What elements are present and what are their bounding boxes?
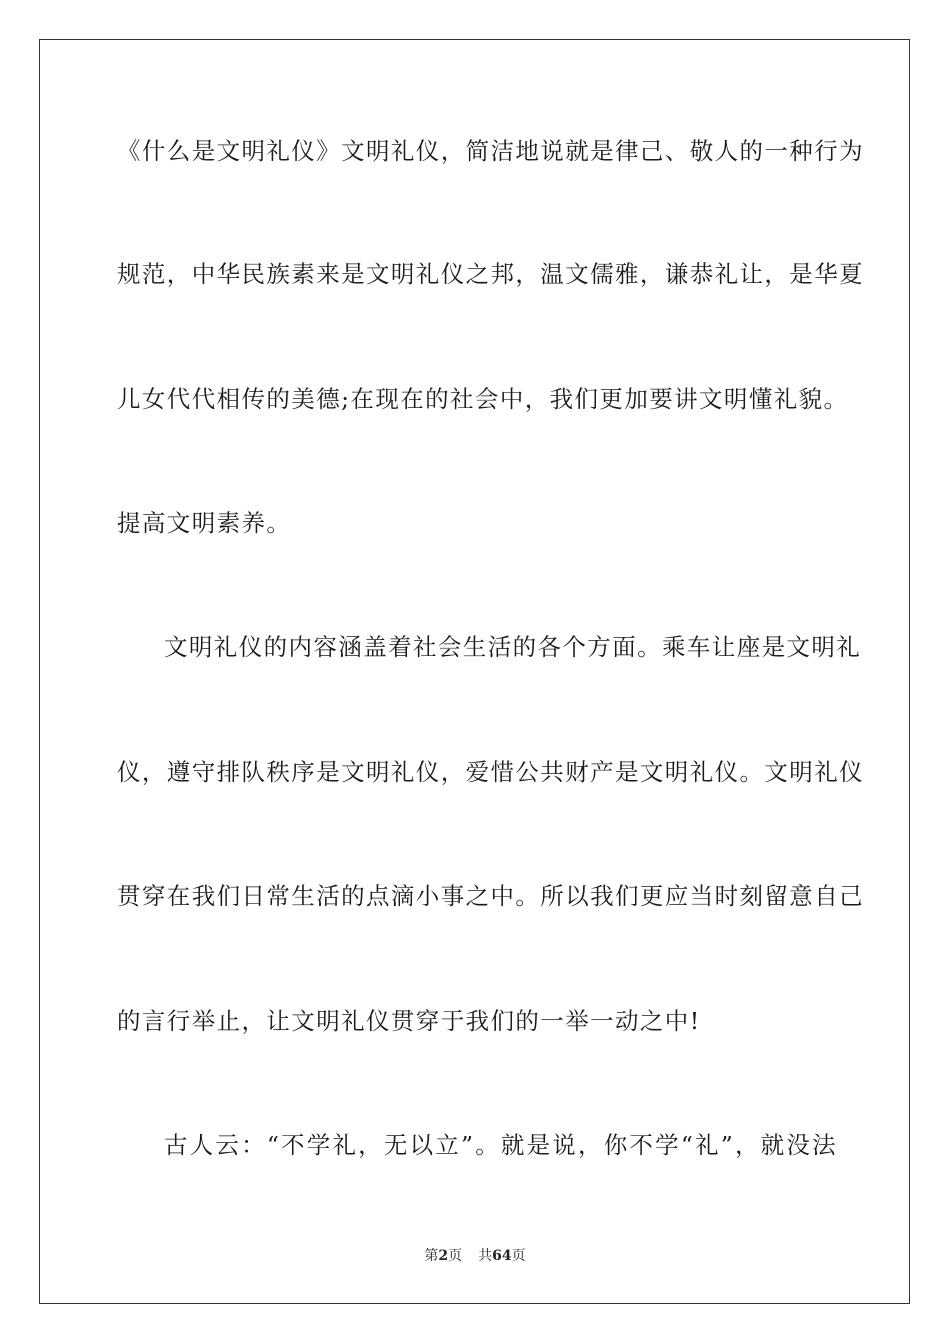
total-prefix: 共	[478, 1248, 493, 1264]
body-line: 古人云：“不学礼，无以立”。就是说，你不学“礼”，就没法	[164, 1131, 837, 1159]
total-suffix: 页	[511, 1248, 526, 1264]
body-line: 文明礼仪的内容涵盖着社会生活的各个方面。乘车让座是文明礼	[164, 633, 862, 661]
body-line: 提高文明素养。	[117, 509, 292, 537]
body-line: 贯穿在我们日常生活的点滴小事之中。所以我们更应当时刻留意自己	[117, 882, 864, 910]
total-pages: 64	[492, 1248, 512, 1264]
body-line: 的言行举止，让文明礼仪贯穿于我们的一举一动之中!	[117, 1007, 701, 1035]
page-number: 2	[438, 1248, 449, 1264]
page-suffix: 页	[448, 1248, 463, 1264]
body-line: 仪，遵守排队秩序是文明礼仪，爱惜公共财产是文明礼仪。文明礼仪	[117, 758, 864, 786]
body-line: 规范，中华民族素来是文明礼仪之邦，温文儒雅，谦恭礼让，是华夏	[117, 260, 864, 288]
page-footer	[0, 1246, 950, 1266]
body-line: 儿女代代相传的美德;在现在的社会中，我们更加要讲文明懂礼貌。	[117, 385, 849, 413]
page-prefix: 第	[424, 1248, 439, 1264]
page-border	[39, 39, 910, 1304]
body-line: 《什么是文明礼仪》文明礼仪，简洁地说就是律己、敬人的一种行为	[117, 137, 864, 165]
